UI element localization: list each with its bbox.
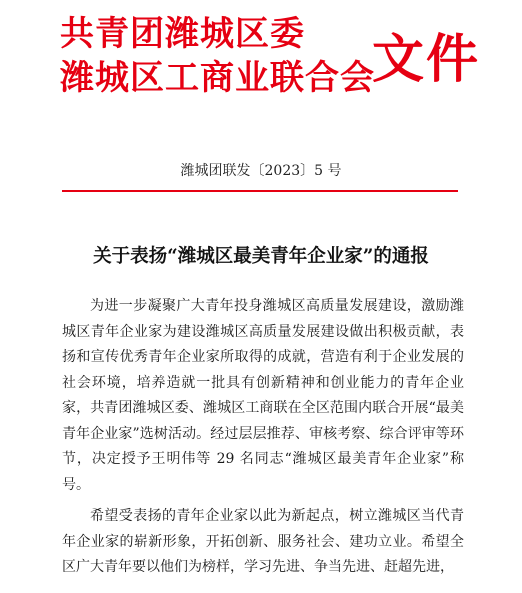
issuing-organizations xyxy=(60,12,420,100)
red-divider-line xyxy=(62,190,458,192)
body-paragraph-2: 希望受表扬的青年企业家以此为新起点，树立潍城区当代青年企业家的崭新形象，开拓创新、服务社会、建功立业。希望全区广大青年要以他们为榜样，学习先进、争当先进、赶超先进， xyxy=(62,508,464,575)
body-paragraph-1: 为进一步凝聚广大青年投身潍城区高质量发展建设，激励潍城区青年企业家为建设潍城区高质量发展建设做出积极贡献，表扬和宣传优秀青年企业家所取得的成就，营造有利于企业发展的社会环境，培养造就一批具有创新精神和创业能力的青年企业家，共青团潍城区委、潍城区工商联在全区范围内联合开展“最美青年企业家”选树活动。经过层层推荐、审核考察、综合评审等环节，决定授予王明伟等 29 名同志“潍城区最美青年企业家”称号。 xyxy=(62,298,464,493)
org-name-commerce-federation: 潍城区工商业联合会 xyxy=(60,58,375,98)
document-number: 潍城团联发〔2023〕5 号 xyxy=(180,163,342,179)
document-title: 关于表扬“潍城区最美青年企业家”的通报 xyxy=(93,246,429,267)
document-body xyxy=(62,294,464,587)
document-type-label: 文件 xyxy=(372,29,481,90)
org-name-youth-league: 共青团潍城区委 xyxy=(60,14,305,54)
